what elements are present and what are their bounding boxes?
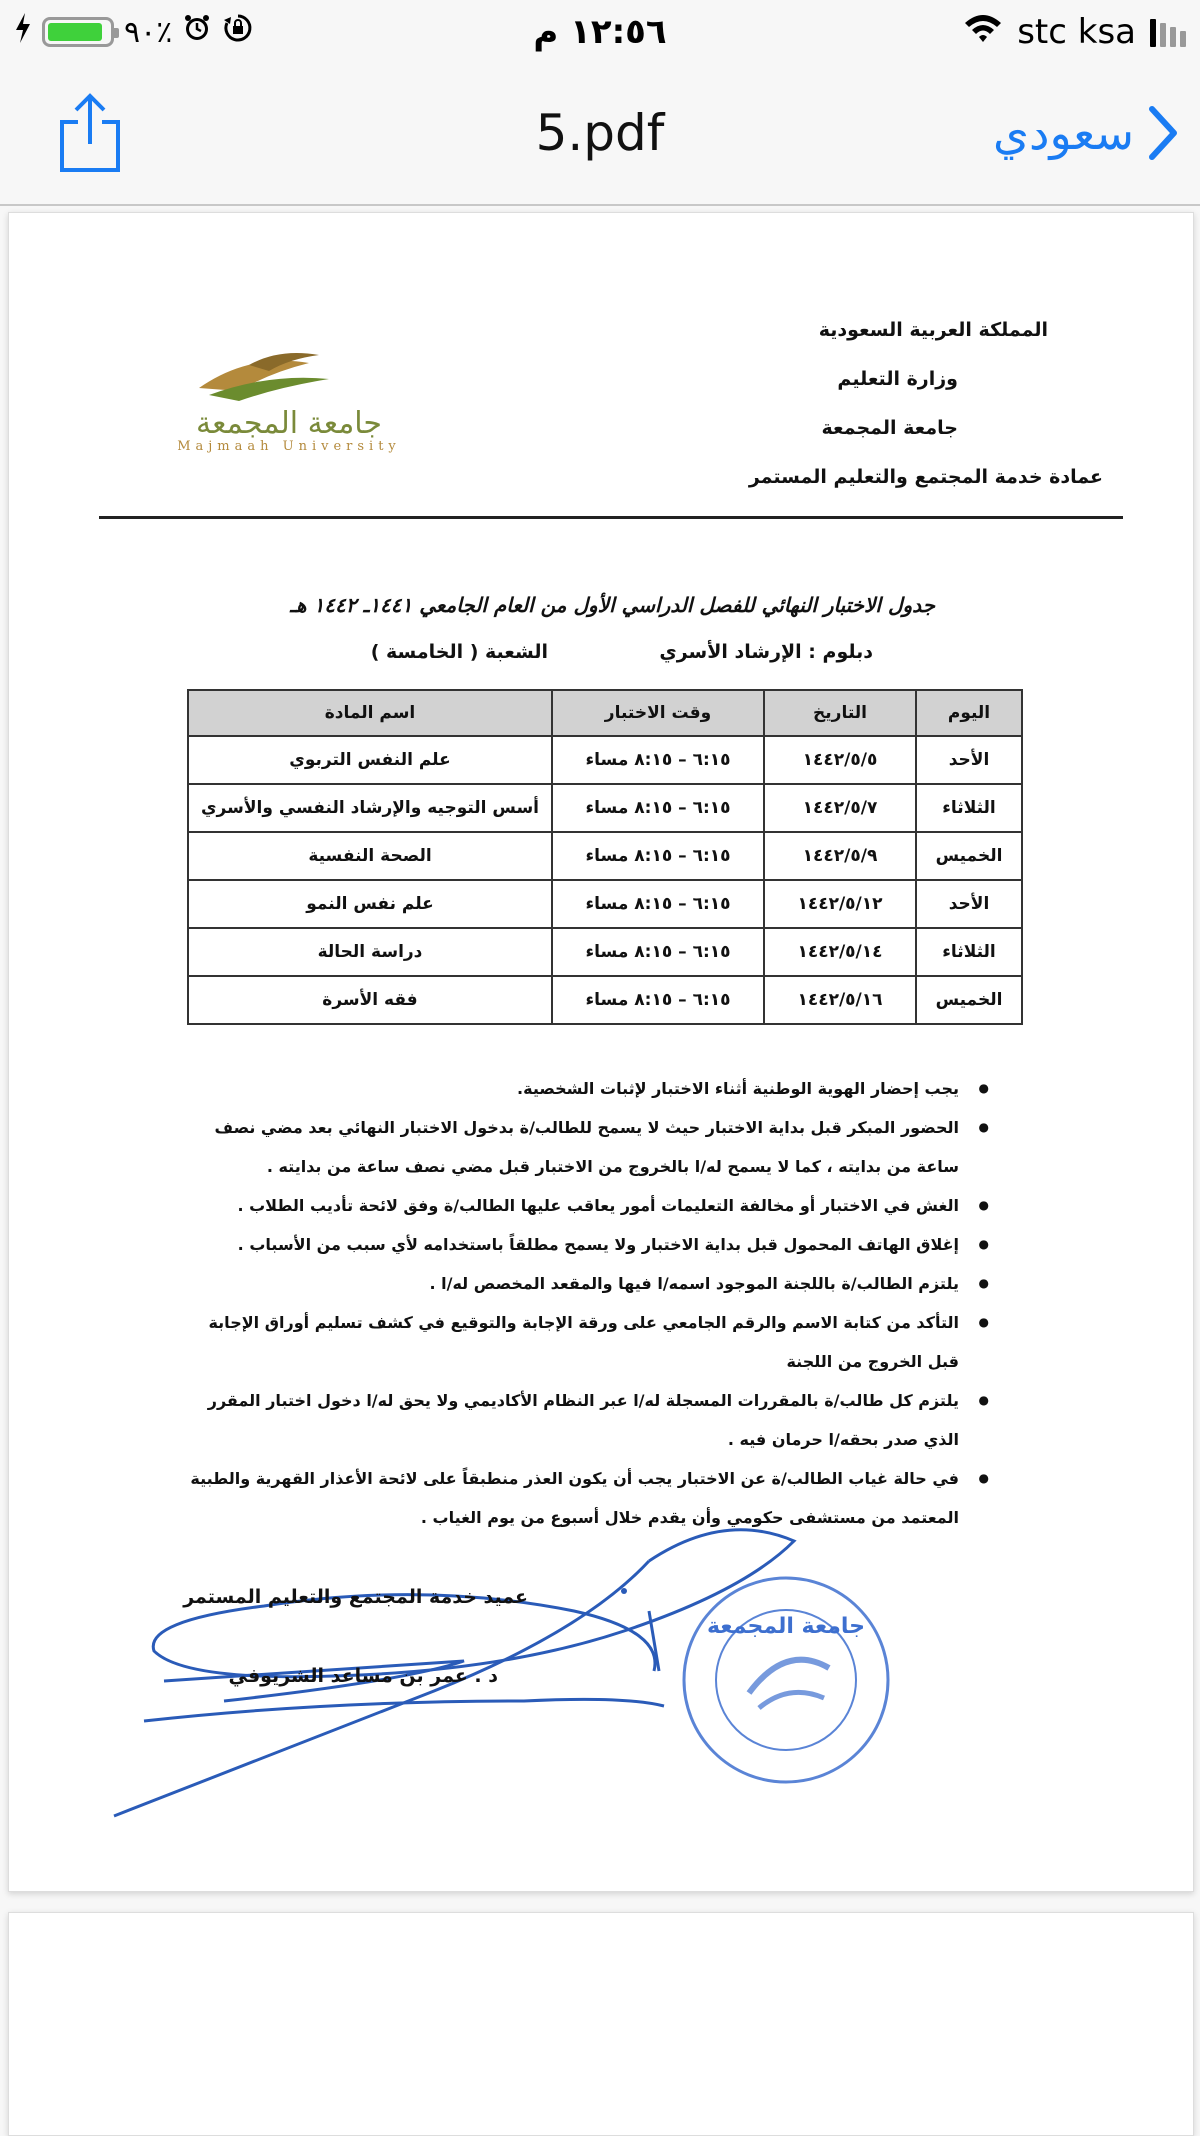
cell-time: ٦:١٥ – ٨:١٥ مساء bbox=[552, 736, 764, 784]
wifi-icon bbox=[963, 12, 1003, 52]
cell-subject: علم نفس النمو bbox=[188, 880, 552, 928]
instruction-item: ● في حالة غياب الطالب/ة عن الاختبار يجب أن يكون العذر منطبقاً على لائحة الأعذار القهرية والطبية المعتمد من مستشفى حكومي وأن يقدم خلال أسبوع من يوم الغياب . bbox=[173, 1459, 993, 1537]
cell-day: الخميس bbox=[916, 832, 1022, 880]
signatory-title: عميد خدمة المجتمع والتعليم المستمر bbox=[183, 1586, 528, 1608]
cell-time: ٦:١٥ – ٨:١٥ مساء bbox=[552, 928, 764, 976]
cell-date: ١٤٤٢/٥/١٢ bbox=[764, 880, 916, 928]
section-name: الشعبة ( الخامسة ) bbox=[370, 641, 548, 663]
cell-date: ١٤٤٢/٥/٥ bbox=[764, 736, 916, 784]
table-row bbox=[188, 736, 1022, 784]
instructions-list bbox=[173, 1069, 993, 1537]
cell-subject: علم النفس التربوي bbox=[188, 736, 552, 784]
carrier-name: stc ksa bbox=[1017, 12, 1136, 52]
instruction-item: ● التأكد من كتابة الاسم والرقم الجامعي على ورقة الإجابة والتوقيع في كشف تسليم أوراق الإجابة قبل الخروج من اللجنة bbox=[173, 1303, 993, 1381]
table-header-row bbox=[188, 690, 1022, 736]
signatory-name: د . عمر بن مساعد الشريوفي bbox=[228, 1665, 498, 1687]
table-row bbox=[188, 880, 1022, 928]
pdf-page-2[interactable] bbox=[8, 1912, 1194, 2136]
status-right bbox=[963, 8, 1186, 56]
cell-subject: فقه الأسرة bbox=[188, 976, 552, 1024]
cell-date: ١٤٤٢/٥/٩ bbox=[764, 832, 916, 880]
exam-schedule-table bbox=[187, 689, 1023, 1025]
cell-day: الأحد bbox=[916, 736, 1022, 784]
schedule-title: جدول الاختبار النهائي للفصل الدراسي الأول من العام الجامعي ١٤٤١ـ ١٤٤٢ هـ bbox=[290, 593, 935, 617]
col-time: وقت الاختبار bbox=[552, 690, 764, 736]
header-deanship: عمادة خدمة المجتمع والتعليم المستمر bbox=[748, 466, 1103, 488]
cell-time: ٦:١٥ – ٨:١٥ مساء bbox=[552, 832, 764, 880]
cell-day: الثلاثاء bbox=[916, 928, 1022, 976]
back-label: سعودي bbox=[993, 106, 1134, 160]
cell-subject: أسس التوجيه والإرشاد النفسي والأسري bbox=[188, 784, 552, 832]
table-row bbox=[188, 928, 1022, 976]
col-day: اليوم bbox=[916, 690, 1022, 736]
document-content bbox=[9, 213, 1193, 1891]
header-divider bbox=[99, 516, 1123, 519]
table-row bbox=[188, 976, 1022, 1024]
instruction-item: ● يلتزم كل طالب/ة بالمقررات المسجلة له/ا عبر النظام الأكاديمي ولا يحق له/ا دخول اختبار المقرر الذي صدر بحقه/ا حرمان فيه . bbox=[173, 1381, 993, 1459]
cell-day: الثلاثاء bbox=[916, 784, 1022, 832]
diploma-name: دبلوم : الإرشاد الأسري bbox=[659, 641, 873, 663]
instruction-item: ● إغلاق الهاتف المحمول قبل بداية الاختبار ولا يسمح مطلقاً باستخدامه لأي سبب من الأسباب . bbox=[173, 1225, 993, 1264]
cell-time: ٦:١٥ – ٨:١٥ مساء bbox=[552, 880, 764, 928]
signal-strength-icon bbox=[1150, 17, 1186, 47]
back-button[interactable] bbox=[993, 90, 1178, 176]
cell-date: ١٤٤٢/٥/١٦ bbox=[764, 976, 916, 1024]
status-bar bbox=[0, 0, 1200, 64]
university-logo bbox=[129, 343, 449, 453]
header-kingdom: المملكة العربية السعودية bbox=[818, 319, 1048, 341]
col-date: التاريخ bbox=[764, 690, 916, 736]
header-university: جامعة المجمعة bbox=[821, 417, 958, 439]
instruction-item: ● يلتزم الطالب/ة باللجنة الموجود اسمه/ا فيها والمقعد المخصص له/ا . bbox=[173, 1264, 993, 1303]
cell-date: ١٤٤٢/٥/١٤ bbox=[764, 928, 916, 976]
stamp-text: جامعة المجمعة bbox=[706, 1614, 866, 1639]
battery-percent: ٩٠٪ bbox=[124, 14, 173, 50]
cell-subject: دراسة الحالة bbox=[188, 928, 552, 976]
instruction-item: ● الحضور المبكر قبل بداية الاختبار حيث لا يسمح للطالب/ة بدخول الاختبار النهائي بعد مضي نصف ساعة من بدايته ، كما لا يسمح له/ا بالخروج من الاختبار قبل مضي نصف ساعة من بدايته . bbox=[173, 1108, 993, 1186]
cell-time: ٦:١٥ – ٨:١٥ مساء bbox=[552, 784, 764, 832]
official-stamp bbox=[679, 1573, 894, 1788]
table-row bbox=[188, 832, 1022, 880]
cell-subject: الصحة النفسية bbox=[188, 832, 552, 880]
col-subject: اسم المادة bbox=[188, 690, 552, 736]
status-time: ١٢:٥٦ م bbox=[533, 12, 667, 52]
cell-time: ٦:١٥ – ٨:١٥ مساء bbox=[552, 976, 764, 1024]
header-ministry: وزارة التعليم bbox=[837, 368, 958, 390]
instruction-item: ● يجب إحضار الهوية الوطنية أثناء الاختبار لإثبات الشخصية. bbox=[173, 1069, 993, 1108]
cell-day: الأحد bbox=[916, 880, 1022, 928]
navigation-bar bbox=[0, 64, 1200, 206]
document-title: 5.pdf bbox=[535, 104, 665, 162]
instruction-item: ● الغش في الاختبار أو مخالفة التعليمات أمور يعاقب عليها الطالب/ة وفق لائحة تأديب الطلاب . bbox=[173, 1186, 993, 1225]
cell-date: ١٤٤٢/٥/٧ bbox=[764, 784, 916, 832]
logo-arabic-text: جامعة المجمعة bbox=[196, 406, 382, 441]
pdf-page-1[interactable] bbox=[8, 212, 1194, 1892]
chevron-right-icon bbox=[1148, 105, 1178, 161]
table-row bbox=[188, 784, 1022, 832]
logo-english-text: Majmaah University bbox=[177, 439, 401, 453]
cell-day: الخميس bbox=[916, 976, 1022, 1024]
